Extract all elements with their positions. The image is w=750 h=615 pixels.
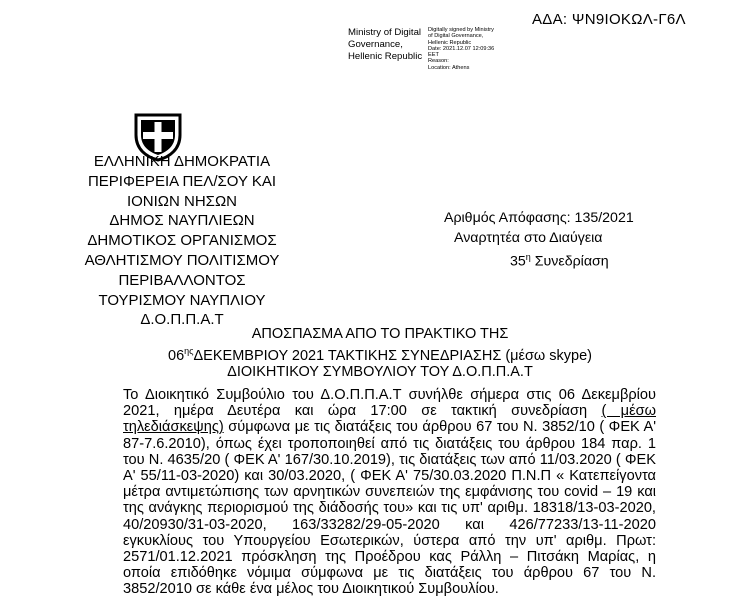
issuer-line: ΙΟΝΙΩΝ ΝΗΣΩΝ: [126, 192, 238, 210]
issuer-block: [82, 152, 282, 330]
document-title: [120, 326, 640, 380]
signature-line: of Digital Governance,: [428, 33, 484, 40]
signature-line: Hellenic Republic: [428, 39, 472, 46]
signature-line: Reason:: [428, 58, 449, 65]
issuer-line: ΕΛΛΗΝΙΚΗ ΔΗΜΟΚΡΑΤΙΑ: [93, 153, 271, 170]
signature-line: EET: [428, 52, 439, 59]
title-date-num: 06: [168, 347, 185, 364]
title-date-rest: ΔΕΚΕΜΒΡΙΟΥ 2021 ΤΑΚΤΙΚΗΣ ΣΥΝΕΔΡΙΑΣΗΣ (μέσω skype): [193, 347, 592, 364]
minutes-body: [123, 387, 656, 598]
ada-code: ΑΔΑ: ΨΝ9ΙΟΚΩΛ-Γ6Λ: [532, 11, 686, 28]
diavgeia-note: Αναρτητέα στο Διαύγεια: [454, 229, 603, 246]
session-suffix: η: [525, 252, 531, 262]
title-line-2: [120, 343, 640, 364]
session-line: [430, 248, 650, 272]
issuer-line: ΤΟΥΡΙΣΜΟΥ ΝΑΥΠΛΙΟΥ: [98, 291, 266, 309]
session-number: 35: [510, 253, 526, 270]
signature-signer: Ministry of Digital Governance, Hellenic Republic: [348, 27, 423, 62]
issuer-line: ΑΘΛΗΤΙΣΜΟΥ ΠΟΛΙΤΙΣΜΟΥ: [84, 251, 280, 269]
signature-line: Date: 2021.12.07 12:09:36: [428, 45, 495, 52]
body-text-2: σύμφωνα με τις διατάξεις του άρθρου 67 του Ν. 3852/10 ( ΦΕΚ Α' 87-7.6.2010), όπως έχει τροποποιηθεί από τις διατάξεις του άρθρου 184 παρ. 1 του Ν. 4635/20 ( ΦΕΚ Α' 167/30.10.2019), τις διατάξεις των από 11/03.2020 ( ΦΕΚ Α' 55/11-03-2020) και 30/03.2020, ( ΦΕΚ Α' 75/30.03.2020 Π.Ν.Π « Κατεπείγοντα μέτρα αντιμετώπισης των αρνητικών συνεπειών της εμφάνισης του covid – 19 και της ανάγκης περιορισμού της διάδοσής του» και τις υπ' αριθμ. 18318/13-03-2020, 40/20930/31-03-2020, 163/33282/29-05-2020 και 426/77233/13-11-2020 εγκυκλίους του Υπουργείου Εσωτερικών, ύστερα από την υπ' αριθμ. Πρωτ: 2571/01.12.2021 πρόσκληση της Προέδρου κας Ράλλη – Πιτσάκη Μαρίας, η οποία επιδόθηκε νόμιμα σύμφωνα με τις διατάξεις του άρθρου 67 του Ν. 3852/2010 σε κάθε ένα μέλος του Διοικητικού Συμβουλίου.: [123, 419, 656, 598]
issuer-line: ΔΗΜΟΤΙΚΟΣ ΟΡΓΑΝΙΣΜΟΣ: [87, 232, 277, 250]
signature-details: [428, 27, 548, 71]
issuer-line: ΠΕΡΙΦΕΡΕΙΑ ΠΕΛ/ΣΟΥ ΚΑΙ: [87, 172, 277, 190]
session-word: Συνεδρίαση: [534, 253, 609, 270]
signature-line: Digitally signed by Ministry: [428, 27, 494, 33]
issuer-line: ΠΕΡΙΒΑΛΛΟΝΤΟΣ: [118, 271, 246, 289]
title-line-3: ΔΙΟΙΚΗΤΙΚΟΥ ΣΥΜΒΟΥΛΙΟΥ ΤΟΥ Δ.Ο.Π.Π.Α.Τ: [227, 363, 533, 380]
title-line-1: ΑΠΟΣΠΑΣΜΑ ΑΠΟ ΤΟ ΠΡΑΚΤΙΚΟ ΤΗΣ: [251, 326, 509, 342]
issuer-line: Δ.Ο.Π.Π.Α.Τ: [140, 311, 224, 329]
body-text-1: Το Διοικητικό Συμβούλιο του Δ.Ο.Π.Π.Α.Τ συνήλθε σήμερα στις 06 Δεκεμβρίου 2021, ημέρα Δευτέρα και ώρα 17:00 σε τακτική συνεδρίαση: [123, 387, 656, 420]
decision-info: [430, 209, 650, 272]
signature-line: Location: Athens: [428, 64, 470, 71]
decision-number: Αριθμός Απόφασης: 135/2021: [444, 210, 634, 226]
title-date-suffix: ης: [184, 345, 194, 356]
body-paragraph: [123, 387, 656, 598]
body-text-underlined: ( μέσω τηλεδιάσκεψης): [123, 403, 656, 436]
issuer-line: ΔΗΜΟΣ ΝΑΥΠΛΙΕΩΝ: [109, 212, 255, 230]
